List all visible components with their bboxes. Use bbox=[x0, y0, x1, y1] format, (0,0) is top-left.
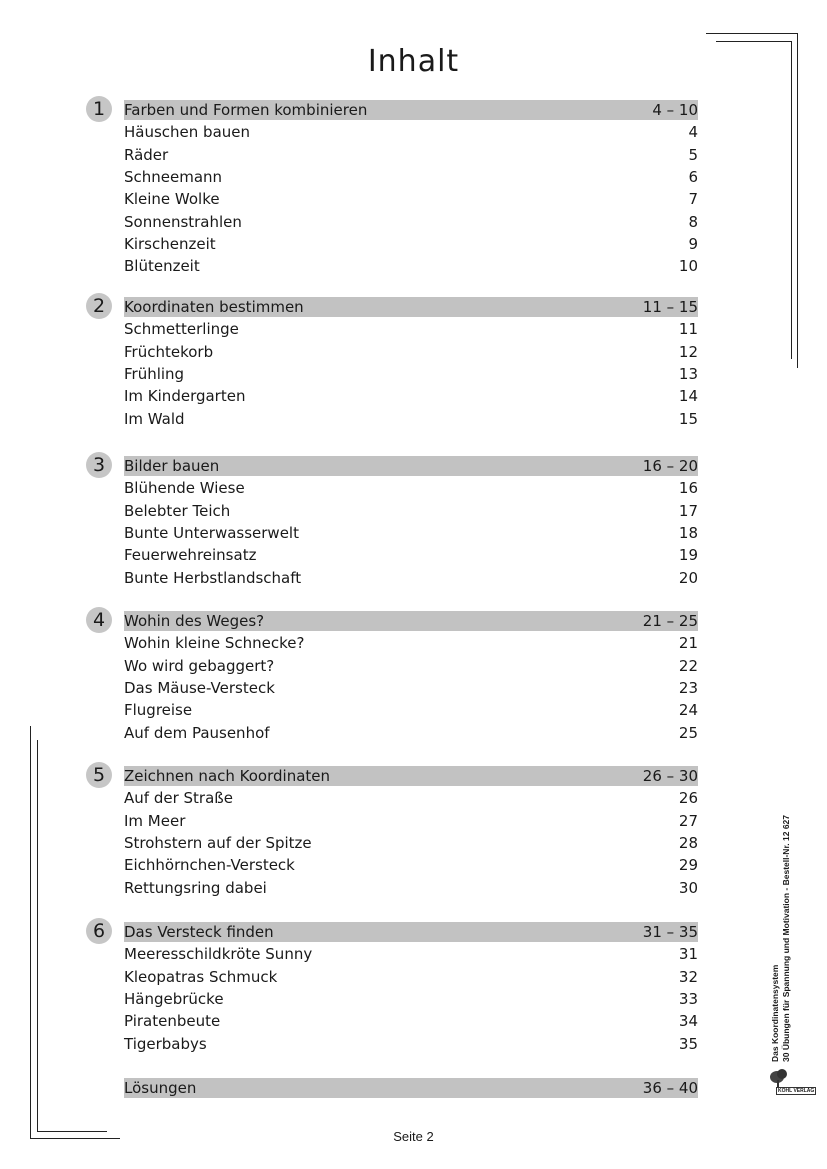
toc-entry-page: 15 bbox=[678, 410, 698, 428]
toc-entry-title: Bunte Unterwasserwelt bbox=[124, 524, 299, 542]
frame-bottom-left-v1 bbox=[30, 726, 31, 1139]
toc-entry-page: 23 bbox=[678, 679, 698, 697]
section-page-range: 31 – 35 bbox=[642, 923, 698, 941]
section-title: Das Versteck finden bbox=[124, 923, 274, 941]
toc-entry-title: Schneemann bbox=[124, 168, 223, 186]
toc-entry-page: 14 bbox=[678, 387, 698, 405]
toc-entry-title: Früchtekorb bbox=[124, 343, 214, 361]
toc-entry-title: Belebter Teich bbox=[124, 502, 231, 520]
section-page-range: 21 – 25 bbox=[642, 612, 698, 630]
section-number-badge: 1 bbox=[86, 96, 112, 122]
toc-entry-title: Kirschenzeit bbox=[124, 235, 216, 253]
toc-entry-page: 8 bbox=[688, 213, 698, 231]
toc-entry-title: Im Meer bbox=[124, 812, 186, 830]
toc-entry-page: 33 bbox=[678, 990, 698, 1008]
toc-entry-title: Häuschen bauen bbox=[124, 123, 251, 141]
toc-entry-title: Hängebrücke bbox=[124, 990, 224, 1008]
toc-entry-title: Das Mäuse-Versteck bbox=[124, 679, 275, 697]
section-page-range: 4 – 10 bbox=[652, 101, 698, 119]
toc-entry-title: Kleopatras Schmuck bbox=[124, 968, 278, 986]
toc-entry-title: Meeresschildkröte Sunny bbox=[124, 945, 313, 963]
toc-entry-title: Rettungsring dabei bbox=[124, 879, 267, 897]
toc-entry-title: Eichhörnchen-Versteck bbox=[124, 856, 295, 874]
toc-entry-title: Auf dem Pausenhof bbox=[124, 724, 270, 742]
toc-entry-page: 25 bbox=[678, 724, 698, 742]
toc-entry-page: 13 bbox=[678, 365, 698, 383]
toc-entry-page: 26 bbox=[678, 789, 698, 807]
toc-entry-page: 12 bbox=[678, 343, 698, 361]
toc-entry-title: Feuerwehreinsatz bbox=[124, 546, 257, 564]
frame-top-right-v2 bbox=[791, 41, 792, 359]
toc-entry-page: 18 bbox=[678, 524, 698, 542]
sidebar-imprint bbox=[770, 762, 810, 1062]
toc-entry-page: 9 bbox=[688, 235, 698, 253]
toc-entry-page: 31 bbox=[678, 945, 698, 963]
toc-entry-page: 27 bbox=[678, 812, 698, 830]
toc-entry-title: Sonnenstrahlen bbox=[124, 213, 242, 231]
toc-entry-title: Wo wird gebaggert? bbox=[124, 657, 275, 675]
toc-entry-title: Kleine Wolke bbox=[124, 190, 220, 208]
toc-entry-page: 16 bbox=[678, 479, 698, 497]
frame-top-right-h2 bbox=[716, 41, 792, 42]
toc-entry-page: 28 bbox=[678, 834, 698, 852]
section-page-range: 36 – 40 bbox=[642, 1079, 698, 1097]
toc-entry-title: Im Wald bbox=[124, 410, 185, 428]
section-title: Zeichnen nach Koordinaten bbox=[124, 767, 331, 785]
toc-entry-title: Im Kindergarten bbox=[124, 387, 246, 405]
section-title: Lösungen bbox=[124, 1079, 197, 1097]
toc-entry-page: 7 bbox=[688, 190, 698, 208]
toc-entry-page: 35 bbox=[678, 1035, 698, 1053]
section-title: Wohin des Weges? bbox=[124, 612, 265, 630]
section-number-badge: 5 bbox=[86, 762, 112, 788]
frame-bottom-left-v2 bbox=[37, 740, 38, 1132]
section-page-range: 16 – 20 bbox=[642, 457, 698, 475]
section-number-badge: 4 bbox=[86, 607, 112, 633]
toc-entry-title: Blütenzeit bbox=[124, 257, 200, 275]
section-page-range: 26 – 30 bbox=[642, 767, 698, 785]
toc-entry-title: Schmetterlinge bbox=[124, 320, 239, 338]
toc-entry-page: 21 bbox=[678, 634, 698, 652]
section-number-badge: 6 bbox=[86, 918, 112, 944]
toc-entry-page: 24 bbox=[678, 701, 698, 719]
toc-entry-title: Räder bbox=[124, 146, 169, 164]
sidebar-line-2: 30 Übungen für Spannung und Motivation - Bestell-Nr. 12 627 bbox=[781, 815, 791, 1062]
toc-entry-page: 20 bbox=[678, 569, 698, 587]
page-title: Inhalt bbox=[367, 44, 460, 79]
page-footer: Seite 2 bbox=[393, 1129, 434, 1144]
toc-entry-page: 17 bbox=[678, 502, 698, 520]
section-title: Bilder bauen bbox=[124, 457, 220, 475]
toc-entry-title: Tigerbabys bbox=[124, 1035, 207, 1053]
toc-entry-page: 11 bbox=[678, 320, 698, 338]
toc-entry-page: 19 bbox=[678, 546, 698, 564]
toc-entry-title: Auf der Straße bbox=[124, 789, 233, 807]
toc-entry-title: Wohin kleine Schnecke? bbox=[124, 634, 305, 652]
section-header-bar bbox=[124, 1078, 698, 1098]
section-title: Koordinaten bestimmen bbox=[124, 298, 304, 316]
section-title: Farben und Formen kombinieren bbox=[124, 101, 368, 119]
toc-entry-title: Frühling bbox=[124, 365, 185, 383]
frame-top-right-v1 bbox=[797, 33, 798, 368]
toc-entry-title: Strohstern auf der Spitze bbox=[124, 834, 312, 852]
toc-entry-page: 4 bbox=[688, 123, 698, 141]
publisher-logo bbox=[768, 1068, 815, 1096]
toc-entry-title: Flugreise bbox=[124, 701, 193, 719]
section-number-badge: 2 bbox=[86, 293, 112, 319]
toc-entry-page: 22 bbox=[678, 657, 698, 675]
toc-entry-page: 10 bbox=[678, 257, 698, 275]
section-page-range: 11 – 15 bbox=[642, 298, 698, 316]
frame-top-right-h1 bbox=[706, 33, 798, 34]
toc-entry-page: 29 bbox=[678, 856, 698, 874]
toc-entry-page: 6 bbox=[688, 168, 698, 186]
toc-entry-page: 32 bbox=[678, 968, 698, 986]
toc-entry-page: 5 bbox=[688, 146, 698, 164]
toc-entry-title: Piratenbeute bbox=[124, 1012, 221, 1030]
sidebar-line-1: Das Koordinatensystem bbox=[770, 964, 780, 1062]
toc-entry-title: Blühende Wiese bbox=[124, 479, 245, 497]
logo-text: KOHL VERLAG bbox=[778, 1088, 815, 1094]
section-number-badge: 3 bbox=[86, 452, 112, 478]
toc-entry-title: Bunte Herbstlandschaft bbox=[124, 569, 302, 587]
toc-entry-page: 30 bbox=[678, 879, 698, 897]
toc-entry-page: 34 bbox=[678, 1012, 698, 1030]
